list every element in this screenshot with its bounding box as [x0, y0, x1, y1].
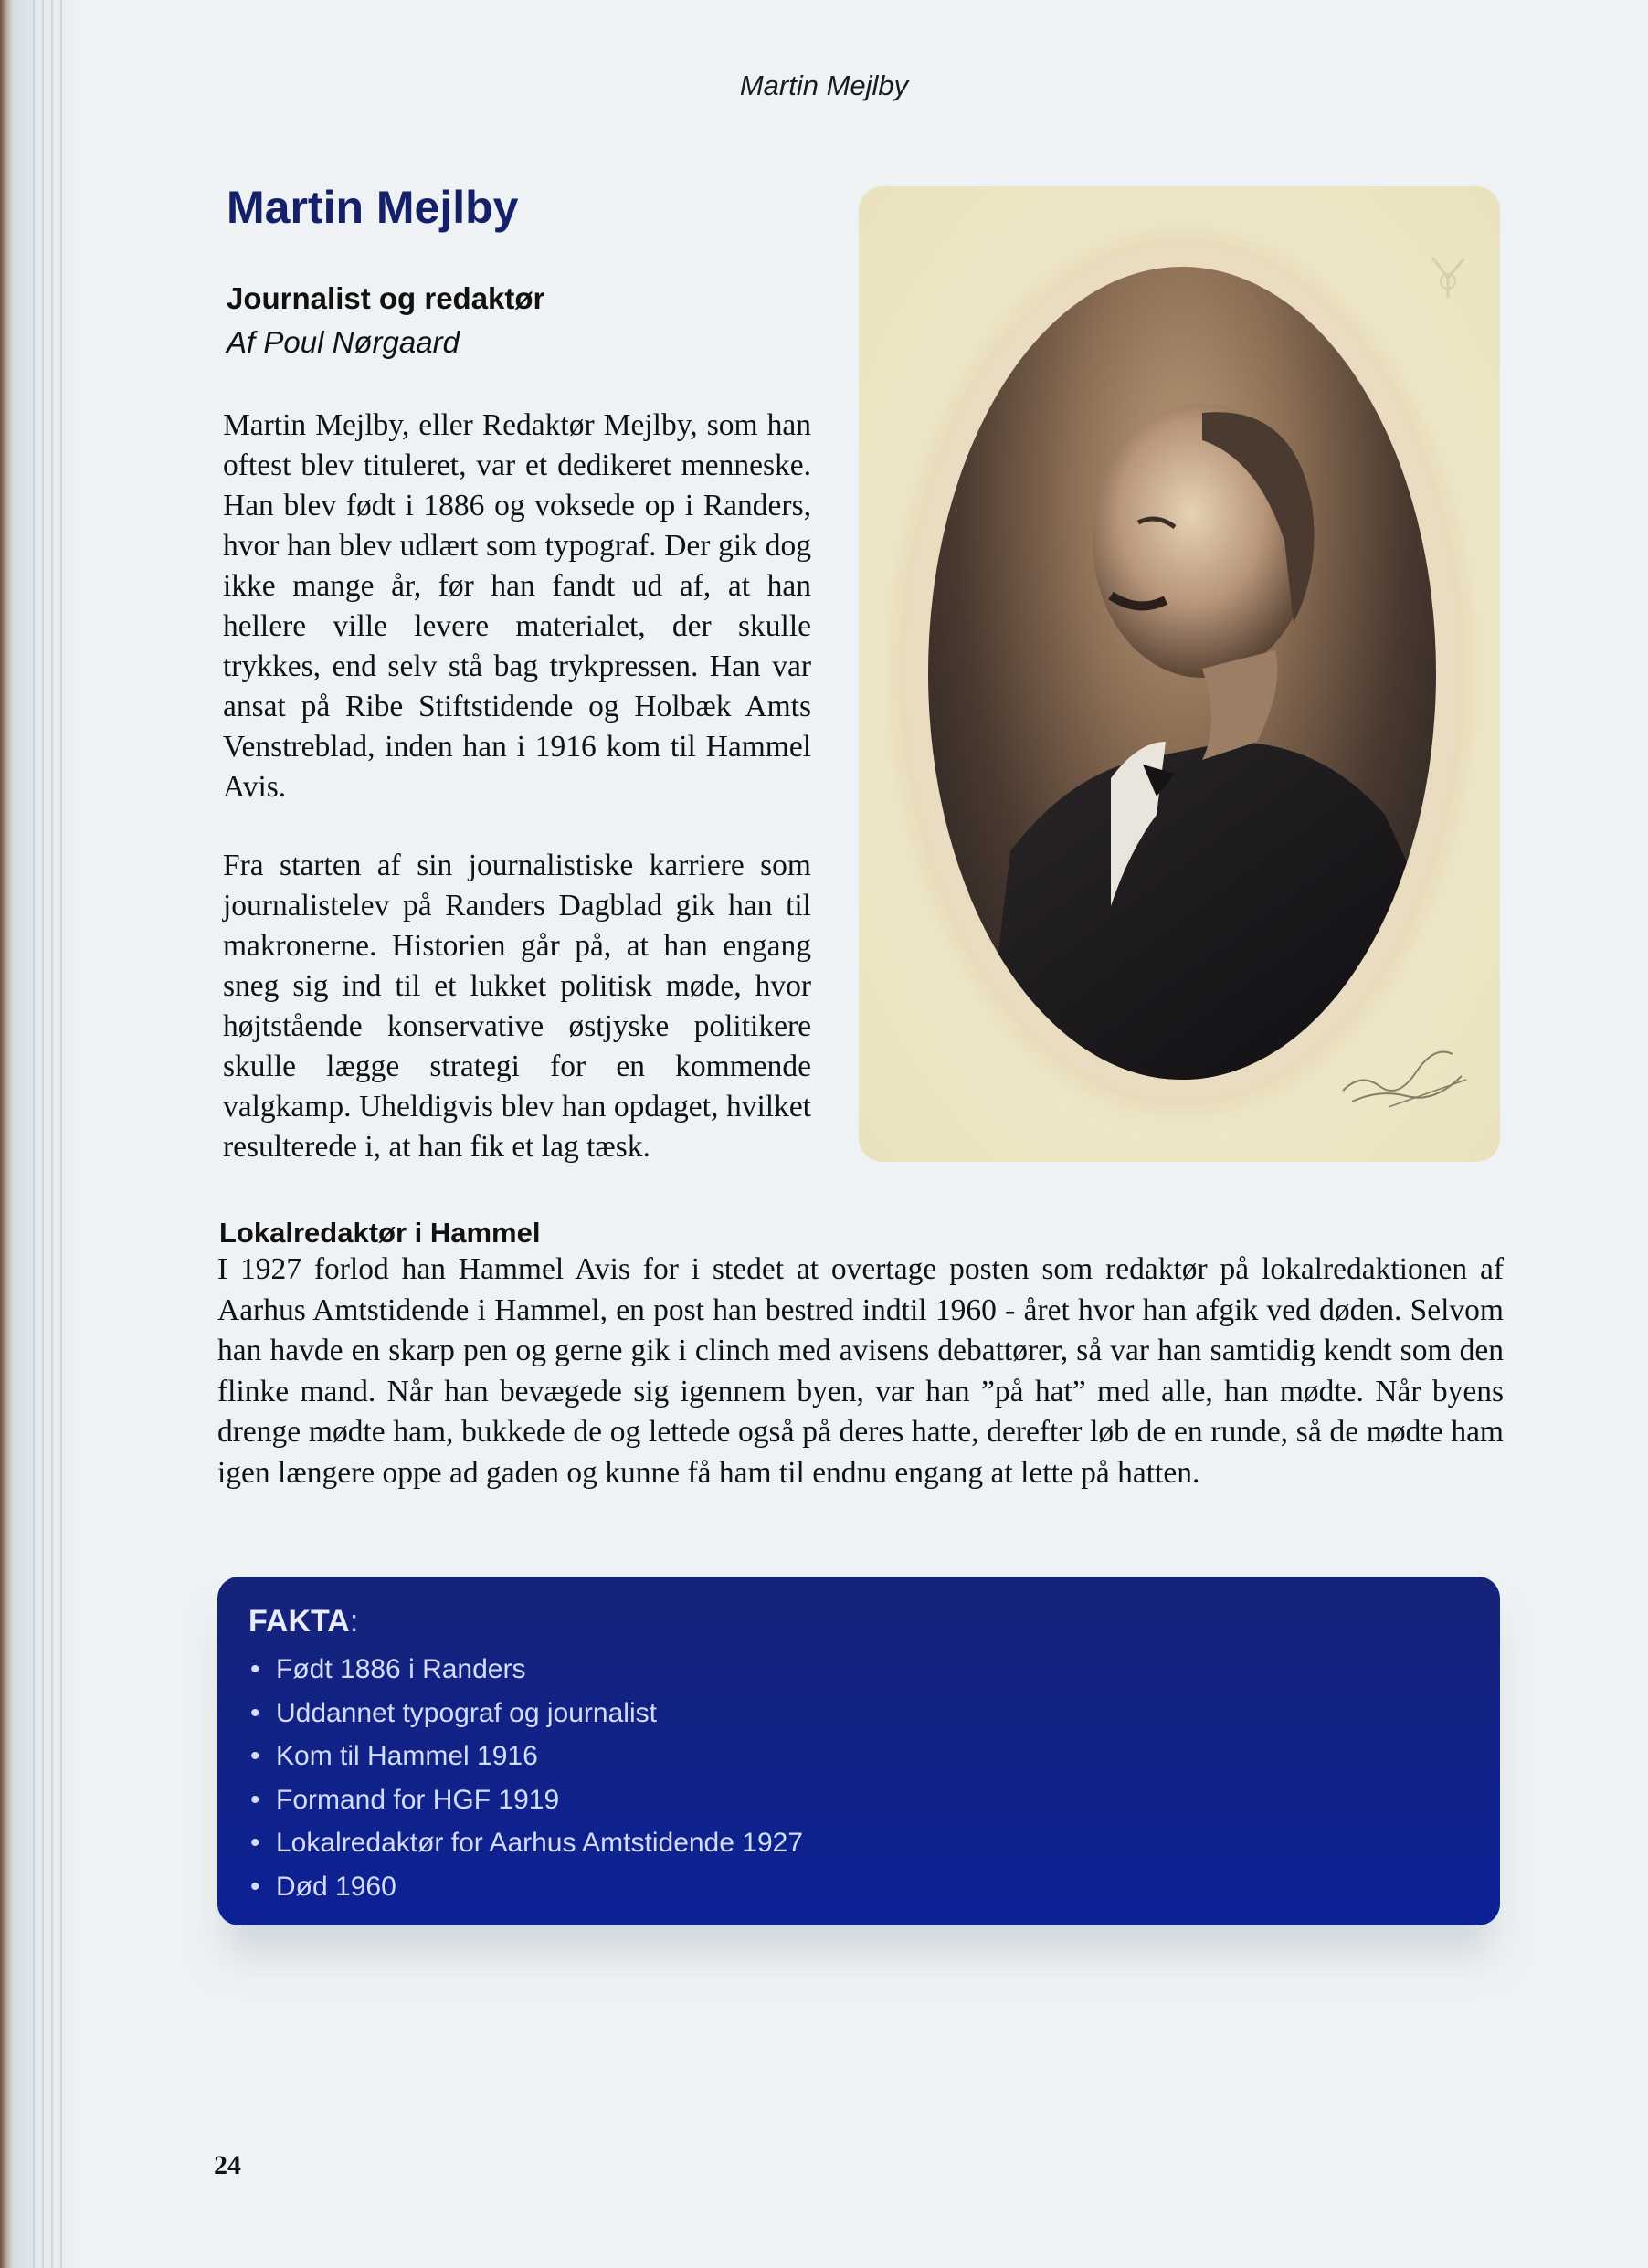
facts-item: • Lokalredaktør for Aarhus Amtstidende 1927: [248, 1821, 803, 1865]
facts-title-colon: :: [349, 1604, 359, 1639]
facts-item: • Født 1886 i Randers: [248, 1648, 803, 1692]
portrait-oval: [928, 267, 1436, 1080]
section-heading: Lokalredaktør i Hammel: [219, 1217, 541, 1249]
facts-list: [248, 1648, 803, 1909]
running-head: Martin Mejlby: [739, 69, 909, 101]
article-subtitle: Journalist og redaktør: [227, 281, 545, 315]
facts-item: • Kom til Hammel 1916: [248, 1735, 803, 1778]
facts-title-text: FAKTA: [248, 1604, 350, 1639]
article-title: Martin Mejlby: [227, 182, 519, 233]
paragraph-intro: Martin Mejlby, eller Redaktør Mejlby, som han oftest blev tituleret, var et dedikeret menneske. Han blev født i 1886 og voksede op i Randers, hvor han blev udlært som typograf. Der gik dog ikke mange år, før han fandt ud af, at han hellere ville levere materialet, der skulle trykkes, end selv stå bag trykpressen. Han var ansat på Ribe Stiftstidende og Holbæk Amts Venstreblad, inden han i 1916 kom til Hammel Avis.: [223, 408, 811, 804]
portrait-figure: [928, 267, 1436, 1080]
paragraph-hammel: I 1927 forlod han Hammel Avis for i stedet at overtage posten som redaktør på lokalredaktionen af Aarhus Amtstidende i Hammel, en post han bestred indtil 1960 - året hvor han afgik ved døden. Selvom han havde en skarp pen og gerne gik i clinch med avisens debattører, så var han samtidig kendt som den flinke mand. Når han bevægede sig igennem byen, var han ”på hat” med alle, han mødte. Når byens drenge mødte ham, bukkede de og lettede også på deres hatte, derefter løb de en runde, så de mødte ham igen længere oppe ad gaden og kunne få ham til endnu engang at lette på hatten.: [217, 1252, 1504, 1490]
facts-item: • Død 1960: [248, 1865, 803, 1909]
photographer-signature: [1334, 1036, 1471, 1109]
article-byline: Af Poul Nørgaard: [227, 325, 460, 359]
portrait-photo: [859, 186, 1500, 1162]
facts-title: [248, 1604, 358, 1640]
facts-item: • Uddannet typograf og journalist: [248, 1692, 803, 1735]
facts-box: [217, 1577, 1500, 1925]
page-edges: [33, 0, 69, 2268]
facts-item: • Formand for HGF 1919: [248, 1778, 803, 1822]
paragraph-career: Fra starten af sin journalistiske karriere som journalistelev på Randers Dagblad gik han til makronerne. Historien går på, at han engang sneg sig ind til et lukket politisk møde, hvor højtstående konservative østjyske politikere skulle lægge strategi for en kommende valgkamp. Uheldigvis blev han opdaget, hvilket resulterede i, at han fik et lag tæsk.: [223, 849, 811, 1164]
book-spine: [0, 0, 13, 2268]
page-number: 24: [214, 2150, 241, 2180]
embossed-mark-icon: [1425, 250, 1471, 305]
